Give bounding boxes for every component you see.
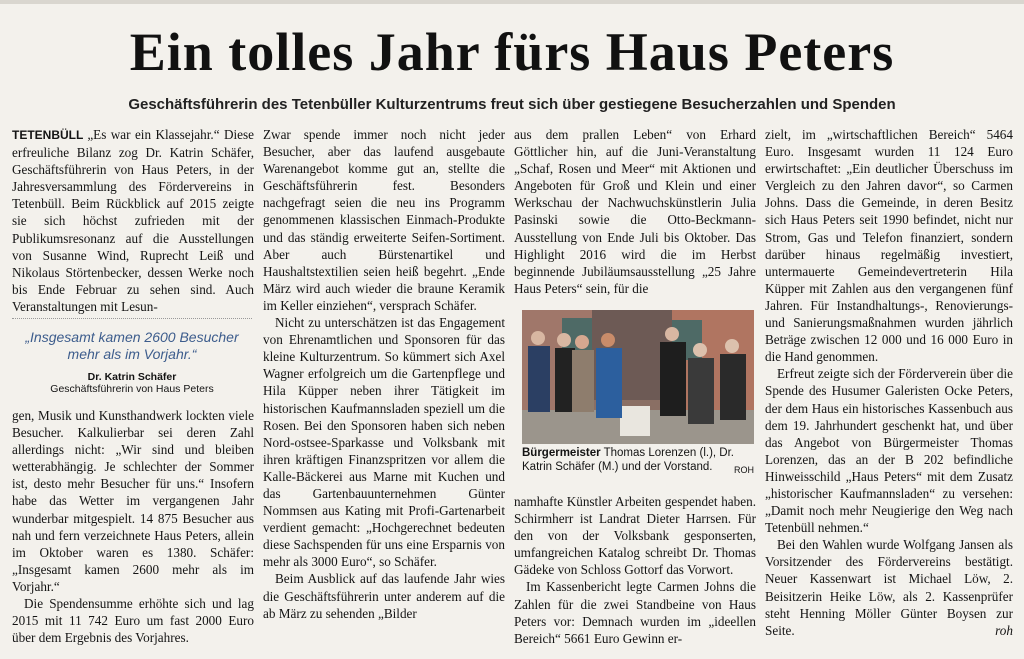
article-column-3 [514, 126, 756, 297]
column-2-paragraph-3: Beim Ausblick auf das laufende Jahr wies die Geschäftsführerin unter anderem auf die ab März zu sehenden „Bilder [263, 571, 505, 621]
caption-bold: Bürgermeister [522, 447, 601, 459]
quote-attribution-role: Geschäftsführerin von Haus Peters [50, 383, 214, 395]
article-subheadline: Geschäftsführerin des Tetenbüller Kulturzentrums freut sich über gestiegene Besucherzahlen und Spenden [128, 96, 896, 113]
column-4-paragraph-1: zielt, im „wirtschaftlichen Bereich“ 5464 Euro. Insgesamt wurden 11 124 Euro erwirtschaftet: „Ein deutlicher Überschuss im Vergleich zu den Jahren davor“, so Carmen Johns. Dass die Gemeinde, in deren Besitz sich Haus Peters seit 1990 befindet, nicht nur Strom, Gas und Telefon finanziert, sondern darüber hinaus regelmäßig investiert, untermauerte Gemeindevertreterin Hila Küpper mit Zahlen aus den vergangenen fünf Jahren. Für Instandhaltungs-, Renovierungs- und Sanierungsmaßnahmen wurden jährlich Beträge zwischen 12 000 und 16 000 Euro in die Hand genommen. [765, 127, 1013, 365]
photo-caption [522, 446, 754, 477]
caption-text: Thomas Lorenzen (l.), Dr. Katrin Schäfer (M.) und der Vorstand. [522, 447, 734, 473]
pull-quote [12, 318, 252, 398]
column-1-intro [12, 126, 254, 315]
column-3-paragraph-1: aus dem prallen Leben“ von Erhard Göttlicher hin, auf die Juni-Veranstaltung „Schaf, Rosen und Meer“ mit Aktionen und Angeboten für Groß und Klein und einer Werkschau der Nachwuchskünstlerin Julia Pasinski sowie die Otto-Beckmann-Ausstellung von Ende Juli bis Oktober. Das Highlight 2016 wird die im Herbst beginnende Jubiläumsausstellung „25 Jahre Haus Peters“ sein, für die [514, 127, 756, 296]
article-column-3-continued [514, 493, 756, 647]
column-4-paragraph-3 [765, 536, 1013, 639]
column-3-paragraph-2: namhafte Künstler Arbeiten gespendet haben. Schirmherr ist Landrat Dieter Harrsen. Für den von der Volksbank gesponserten, umfangreichen Katalog schreibt Dr. Thomas Gädeke von Schloss Gottorf das Vorwort. [514, 494, 756, 578]
article-column-4 [765, 126, 1013, 639]
quote-attribution-name: Dr. Katrin Schäfer [87, 371, 177, 383]
column-2-paragraph-1: Zwar spende immer noch nicht jeder Besucher, aber das laufend ausgebaute Warenangebot komme gut an, stellte die Geschäftsführerin fest. Besonders nachgefragt seien die neu ins Programm genommenen klassischen Einmach-Produkte und das ständig erweiterte Seifen-Sortiment. Aber auch Bürstenartikel und Haushaltstextilien seien heiß begehrt. „Ende März wird auch wieder die braune Keramik im Keller einziehen“, versprach Schäfer. [263, 127, 505, 313]
quote-divider [12, 318, 252, 319]
article-photo [522, 310, 754, 444]
article-column-1-continued [12, 407, 254, 646]
column-2-paragraph-2: Nicht zu unterschätzen ist das Engagement von Ehrenamtlichen und Sponsoren für das kleine Kulturzentrum. So kümmert sich Axel Wagner erfolgreich um die Gartenpflege und Hila Küpper neben ihrer Tätigkeit im historischen Kaufmannsladen speziell um die Rosen. Bei den Sponsoren haben sich neben Nord-ostsee-Sparkasse und Volksbank mit ihren kräftigen Finanzspritzen vor allem die Kalle-Bäckerei aus Marne mit Kuchen und das Gartenbauunternehmen Günter Nommsen aus Kating mit Profi-Gartenarbeit verdient gemacht: „Hochgerechnet bedeuten diese Sachspenden für uns eine Ersparnis von mehr als 3000 Euro“, so Schäfer. [263, 315, 505, 570]
author-tag: roh [995, 622, 1013, 638]
column-3-paragraph-3: Im Kassenbericht legte Carmen Johns die Zahlen für die zwei Standbeine von Haus Peters vor: Demnach wurden im „ideellen Bereich“ 5661 Euro Gewinn er- [514, 579, 756, 646]
article-column-1 [12, 126, 254, 315]
article-headline: Ein tolles Jahr fürs Haus Peters [129, 22, 895, 82]
page-top-edge [0, 0, 1024, 4]
intro-text: „Es war ein Klassejahr.“ Diese erfreuliche Bilanz zog Dr. Katrin Schäfer, Geschäftsführerin von Haus Peters, in der Jahresversammlung des Fördervereins in Tetenbüll. Beim Rückblick auf 2015 zeigte sie sich höchst zufrieden mit der Publikumsresonanz auf die Ausstellungen von Susanne Wind, Ruprecht Leiß und Nikolaus Störtenbecker, dessen Werke noch bis Ende Februar zu sehen sind. Auch Veranstaltungen mit Lesun- [12, 127, 254, 314]
quote-text: „Insgesamt kamen 2600 Besucher mehr als im Vorjahr.“ [25, 329, 239, 362]
photo-credit: ROH [734, 465, 754, 475]
group-photo-illustration [522, 310, 754, 444]
column-1-paragraph: gen, Musik und Kunsthandwerk lockten viele Besucher. Kalkulierbar sei deren Zahl allerdings nicht: „Wir sind und bleiben wetterabhängig. Je schlechter der Sommer ist, desto mehr Besucher für uns.“ Insofern habe das Wetter im vergangenen Jahr wunderbar mitgespielt. 14 875 Besucher aus nah und fern verzeichnete Haus Peters, allein im Oktober waren es 1380. Schäfer: „Insgesamt kamen 2600 mehr als im Vorjahr.“ [12, 408, 254, 594]
column-4-paragraph-2: Erfreut zeigte sich der Förderverein über die Spende des Husumer Galeristen Ocke Peters, der dem Haus ein historisches Kassenbuch aus dem 19. Jahrhundert geschenkt hat, und über das Angebot von Bürgermeister Thomas Lorenzen, das an der B 202 befindliche Hinweisschild „Haus Peters“ mit dem Zusatz „historischer Kaufmannsladen“ zu versehen: „Damit noch mehr Neugierige den Weg nach Tetenbüll nehmen.“ [765, 366, 1013, 536]
article-column-2 [263, 126, 505, 622]
dateline: TETENBÜLL [12, 128, 84, 142]
column-1-paragraph-2: Die Spendensumme erhöhte sich und lag 2015 mit 11 742 Euro um fast 2000 Euro über dem Ergebnis des Vorjahres. [12, 596, 254, 646]
column-4-paragraph-3-text: Bei den Wahlen wurde Wolfgang Jansen als Vorsitzender des Fördervereins bestätigt. Neuer Kassenwart ist Michael Löw, 2. Beisitzerin Heike Löw, als 2. Kassenprüfer steht Henning Möller Günter Boysen zur Seite. [765, 537, 1013, 638]
